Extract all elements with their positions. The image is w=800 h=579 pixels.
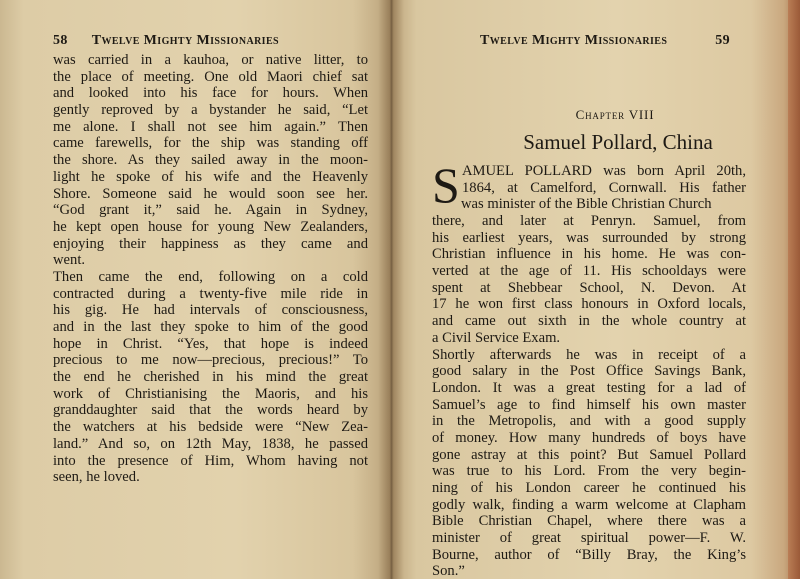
text-line: the end he cherished in his mind the great: [53, 369, 368, 386]
text-line: was true to his Lord. From the very begin-: [432, 463, 746, 480]
right-page-number: 59: [715, 33, 731, 48]
text-line: Christian influence in his home. He was con-: [432, 246, 746, 263]
left-page-number: 58: [53, 33, 68, 48]
book-gutter: [378, 0, 404, 579]
text-line: 17 he won first class honours in Oxford locals,: [432, 296, 746, 313]
left-running-head: Twelve Mighty Missionaries: [91, 33, 280, 48]
text-line: was minister of the Bible Christian Church: [461, 196, 712, 213]
text-line: Son.”: [432, 563, 465, 579]
text-line: his earliest years, was surrounded by strong: [432, 229, 746, 246]
text-line: and looked into his face for hours. When: [53, 85, 368, 102]
text-line: into the presence of Him, Whom having not: [53, 452, 368, 469]
text-line: me alone. I shall not see him again.” Then: [53, 118, 368, 135]
text-line: Samuel’s age to find himself his own master: [432, 396, 746, 413]
text-line: seen, he loved.: [53, 469, 140, 486]
text-line: ning of his London career he continued his: [432, 480, 746, 496]
text-line: of money. How many hundreds of boys have: [432, 429, 746, 446]
text-line: granddaughter said that the words heard by: [53, 402, 368, 419]
text-line: verted at the age of 11. His schooldays were: [432, 263, 746, 280]
text-line: contracted during a twenty-five mile ride in: [53, 285, 368, 302]
text-line: Bourne, author of “Billy Bray, the King’s: [432, 546, 746, 563]
text-line: went.: [53, 252, 86, 269]
text-line: and in the last they spoke to him of the good: [53, 319, 368, 335]
text-line: “God grant it,” said he. Again in Sydney,: [53, 202, 368, 219]
text-line: and came out sixth in the whole country at: [432, 313, 746, 330]
text-line: land.” And so, on 12th May, 1838, he passed: [53, 435, 368, 452]
text-line: godly walk, finding a warm welcome at Clapham: [432, 496, 746, 513]
text-line: his gig. He had intervals of consciousness,: [53, 302, 368, 319]
chapter-title: Samuel Pollard, China: [523, 130, 713, 154]
text-line: good salary in the Post Office Savings Bank,: [432, 363, 746, 380]
text-line: there, and later at Penryn. Samuel, from: [432, 213, 746, 229]
right-running-head: Twelve Mighty Missionaries: [480, 33, 668, 48]
text-line: gone astray at this point? But Samuel Pollard: [432, 446, 746, 463]
left-page: [0, 0, 392, 579]
drop-cap: S: [432, 157, 460, 213]
text-line: in the Metropolis, and with a good supply: [432, 413, 746, 430]
text-line: the shore. As they sailed away in the moon-: [53, 152, 368, 169]
text-line: Shortly afterwards he was in receipt of a: [432, 346, 746, 363]
text-line: a Civil Service Exam.: [432, 329, 561, 346]
text-line: hope in Christ. “Yes, that hope is indeed: [53, 335, 368, 352]
text-line: gently reproved by a bystander he said, “Let: [53, 102, 368, 119]
text-line: precious to me now—precious, precious!” To: [53, 352, 368, 369]
text-line: the watchers at his bedside were “New Zea-: [53, 419, 368, 436]
chapter-label: Chapter VIII: [575, 107, 655, 122]
page-edge: [788, 0, 800, 579]
text-line: Shore. Someone said he would soon see her.: [53, 185, 368, 202]
text-line: London. It was a great testing for a lad of: [432, 379, 746, 396]
text-line: minister of great spiritual power—F. W.: [432, 530, 746, 547]
text-line: AMUEL POLLARD was born April 20th,: [462, 163, 746, 179]
left-page-header: [53, 33, 279, 49]
text-line: enjoying their happiness as they came and: [53, 235, 368, 252]
text-line: spent at Shebbear School, N. Devon. At: [432, 279, 746, 296]
text-line: he kept open house for young New Zealanders,: [53, 218, 368, 235]
text-line: light he spoke of his wife and the Heavenly: [53, 168, 368, 185]
right-page-text: [432, 213, 746, 579]
text-line: Then came the end, following on a cold: [53, 268, 368, 285]
text-line: Bible Christian Chapel, where there was a: [432, 513, 746, 530]
left-page-text: [53, 52, 368, 486]
chapter-opening-text: [462, 163, 746, 213]
text-line: was carried in a kauhoa, or native litter, to: [53, 52, 368, 68]
text-line: came farewells, for the ship was standing off: [53, 135, 368, 152]
text-line: the place of meeting. One old Maori chief sat: [53, 68, 368, 85]
right-page-header: [480, 33, 730, 49]
text-line: work of Christianising the Maoris, and his: [53, 385, 368, 402]
text-line: 1864, at Camelford, Cornwall. His father: [462, 179, 746, 196]
